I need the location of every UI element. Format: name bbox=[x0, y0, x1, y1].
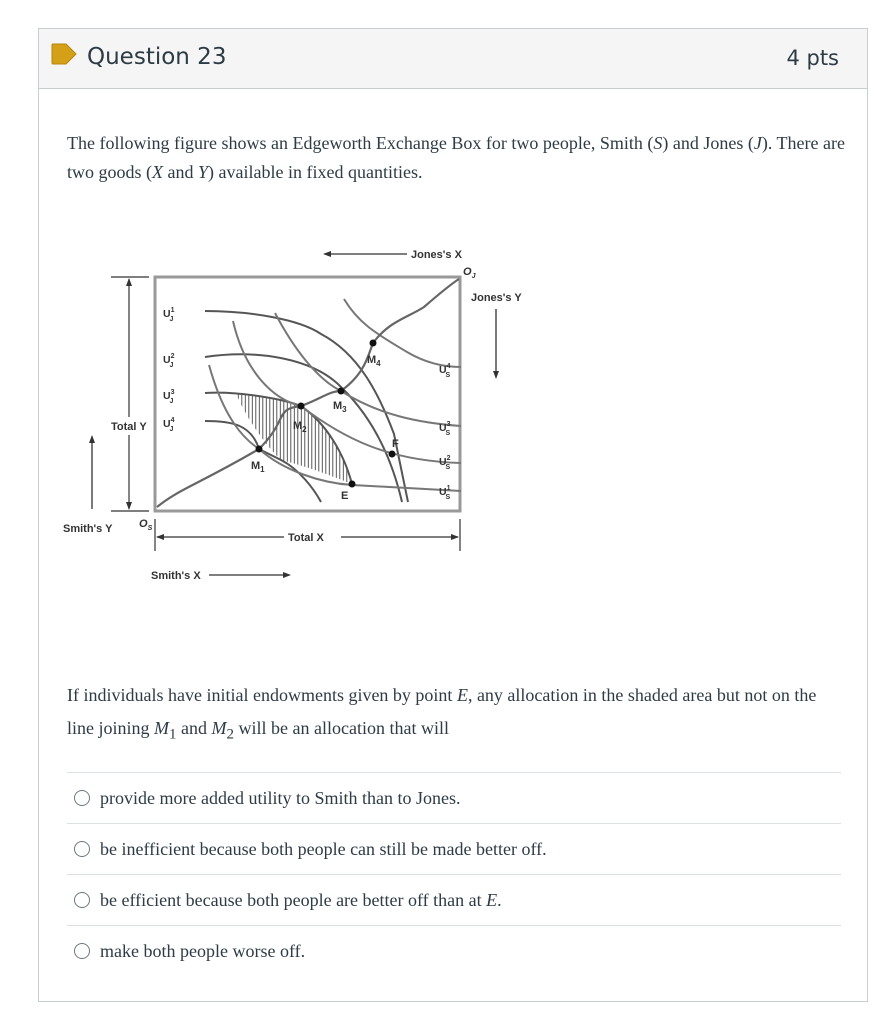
radio-button[interactable] bbox=[74, 841, 90, 857]
svg-text:U4J: $U^4$ J bbox=[163, 417, 175, 433]
svg-text:U3J: $U^3$ J bbox=[163, 389, 175, 405]
svg-text:M3: $M_3$ bbox=[333, 400, 347, 414]
svg-text:U1J: $U^1$ J bbox=[163, 307, 175, 323]
svg-text:Total X: Total X bbox=[288, 532, 324, 544]
answer-label[interactable]: be efficient because both people are better off than at E. bbox=[100, 889, 502, 910]
svg-text:Jones's X: Jones's X bbox=[411, 249, 462, 261]
jones-curve-u1 bbox=[205, 311, 408, 502]
question-prompt: If individuals have initial endowments given by point E, any allocation in the shaded area but not on the line joining $M_1$ and $M_2$ will be an allocation that will bbox=[67, 685, 817, 743]
svg-text:U4S: $U^4$ S bbox=[439, 363, 451, 379]
answer-label[interactable]: be inefficient because both people can still be made better off. bbox=[100, 838, 547, 859]
edgeworth-box-figure bbox=[59, 239, 539, 604]
svg-text:U3S: $U^3$ S bbox=[439, 421, 451, 437]
question-header bbox=[39, 29, 867, 89]
svg-text:Jones's Y: Jones's Y bbox=[471, 292, 522, 304]
answer-label[interactable]: provide more added utility to Smith than to Jones. bbox=[100, 787, 461, 808]
svg-text:U2J: $U^2$ J bbox=[163, 353, 175, 369]
svg-text:M4: $M_4$ bbox=[367, 354, 381, 368]
radio-button[interactable] bbox=[74, 943, 90, 959]
question-card bbox=[38, 28, 868, 1002]
answer-option[interactable] bbox=[67, 772, 841, 823]
answer-option[interactable] bbox=[67, 823, 841, 874]
flag-icon[interactable] bbox=[51, 43, 77, 65]
svg-text:Smith's X: Smith's X bbox=[151, 570, 201, 582]
svg-text:Total Y: Total Y bbox=[111, 421, 147, 433]
contract-curve bbox=[157, 279, 459, 507]
smith-curve-u4 bbox=[344, 299, 461, 367]
answer-option[interactable] bbox=[67, 874, 841, 925]
question-intro: The following figure shows an Edgeworth Exchange Box for two people, Smith (S) and Jones (J). There are two goods (X and Y) available in fixed quantities. bbox=[67, 133, 845, 182]
answer-label[interactable]: make both people worse off. bbox=[100, 940, 306, 961]
svg-text:U2S: $U^2$ S bbox=[439, 455, 451, 471]
question-title: Question 23 bbox=[87, 44, 227, 70]
svg-text:OJ: $O_J$ bbox=[463, 266, 476, 280]
svg-text:M1: $M_1$ bbox=[251, 460, 265, 474]
radio-button[interactable] bbox=[74, 790, 90, 806]
svg-text:F: F bbox=[392, 438, 399, 450]
svg-text:Smith's Y: Smith's Y bbox=[63, 523, 113, 535]
answer-option[interactable] bbox=[67, 925, 841, 976]
question-points: 4 pts bbox=[786, 46, 839, 70]
svg-text:E: E bbox=[341, 490, 349, 502]
svg-text:OS: $O_S$ bbox=[139, 518, 153, 532]
svg-text:U1S: $U^1$ S bbox=[439, 485, 451, 501]
answer-list bbox=[67, 772, 841, 976]
radio-button[interactable] bbox=[74, 892, 90, 908]
svg-text:M2: $M_2$ bbox=[293, 420, 307, 434]
